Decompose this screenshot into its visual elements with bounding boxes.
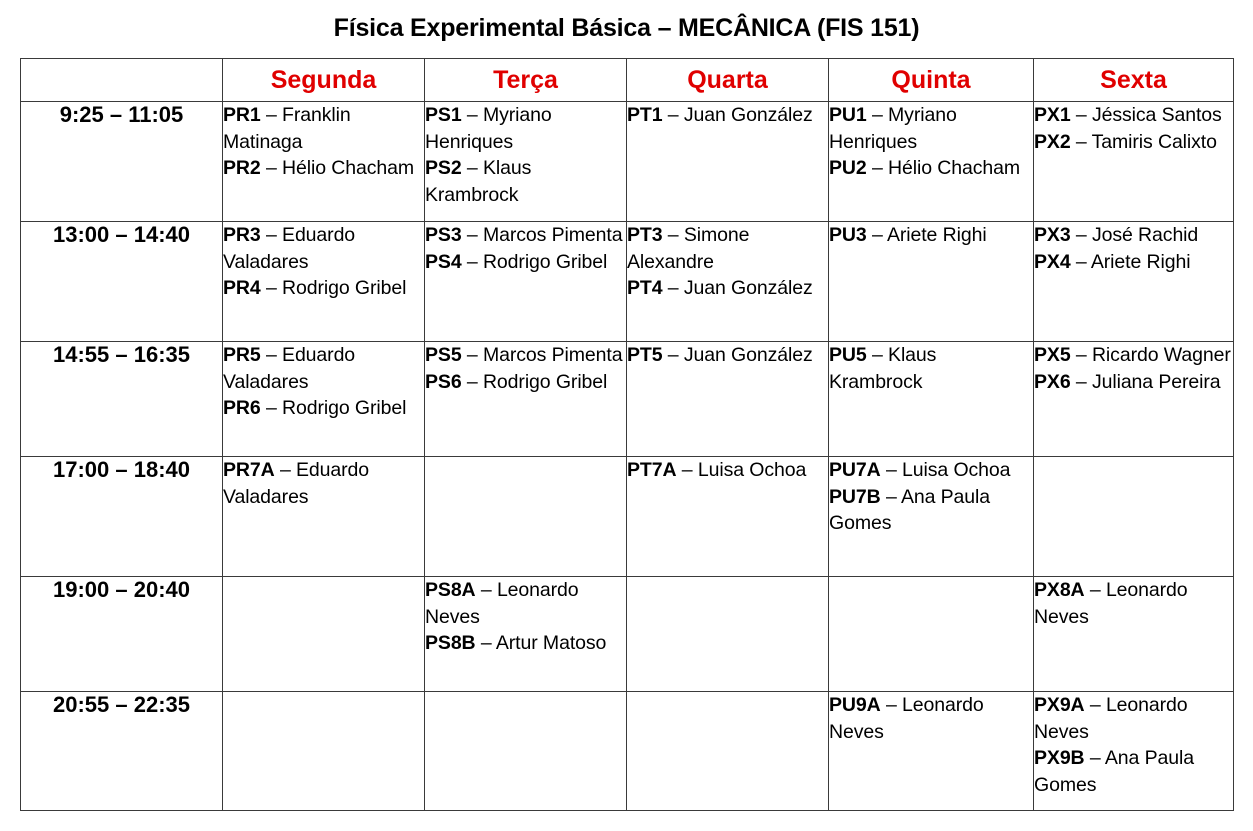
- class-cell-quinta: [829, 577, 1034, 692]
- separator: –: [461, 157, 483, 179]
- class-code: PT1: [627, 104, 663, 126]
- class-cell-quarta: [627, 457, 829, 577]
- class-code: PR3: [223, 224, 261, 246]
- class-entry: [425, 249, 626, 276]
- class-cell-sexta: [1034, 222, 1234, 342]
- class-cell-quarta: [627, 102, 829, 222]
- class-entry: [1034, 692, 1233, 745]
- class-entry: [627, 102, 828, 129]
- time-slot: 20:55 – 22:35: [21, 692, 223, 811]
- class-cell-quinta: [829, 342, 1034, 457]
- table-row: [21, 577, 1234, 692]
- class-cell-terca: [425, 577, 627, 692]
- instructor-name: Myriano Henriques: [425, 104, 552, 153]
- instructor-name: Ricardo Wagner: [1091, 344, 1231, 366]
- class-entry: [1034, 249, 1233, 276]
- class-code: PT7A: [627, 459, 677, 481]
- instructor-name: Marcos Pimenta: [482, 224, 623, 246]
- instructor-name: Tamiris Calixto: [1091, 130, 1217, 153]
- class-cell-terca: [425, 102, 627, 222]
- separator: –: [1070, 224, 1092, 246]
- instructor-name: Eduardo Valadares: [223, 344, 356, 393]
- class-cell-quarta: [627, 342, 829, 457]
- instructor-name: Ana Paula Gomes: [829, 485, 991, 534]
- separator: –: [866, 224, 887, 246]
- class-entry: [829, 484, 1033, 537]
- class-cell-quarta: [627, 222, 829, 342]
- class-entry: [223, 395, 424, 422]
- class-entry: [829, 457, 1033, 484]
- separator: –: [1084, 694, 1106, 716]
- separator: –: [662, 224, 684, 246]
- class-code: PT5: [627, 344, 663, 366]
- class-cell-segunda: [223, 692, 425, 811]
- class-entry: [627, 275, 828, 302]
- class-code: PS5: [425, 344, 462, 366]
- day-header-sexta: Sexta: [1034, 59, 1234, 102]
- class-code: PU1: [829, 104, 867, 126]
- class-code: PS8B: [425, 632, 476, 654]
- separator: –: [880, 694, 903, 716]
- separator: –: [260, 157, 283, 179]
- class-code: PU7A: [829, 459, 881, 481]
- instructor-name: Eduardo Valadares: [223, 459, 370, 508]
- class-code: PU2: [829, 157, 867, 179]
- separator: –: [260, 104, 283, 126]
- day-header-terca: Terça: [425, 59, 627, 102]
- instructor-name: Hélio Chacham: [888, 157, 1021, 179]
- class-cell-sexta: [1034, 342, 1234, 457]
- class-entry: [1034, 342, 1233, 369]
- instructor-name: Luisa Ochoa: [902, 459, 1011, 481]
- instructor-name: Rodrigo Gribel: [282, 397, 407, 419]
- class-code: PR1: [223, 104, 261, 126]
- instructor-name: Rodrigo Gribel: [482, 370, 608, 393]
- separator: –: [1070, 250, 1091, 273]
- class-entry: [627, 342, 828, 369]
- instructor-name: Marcos Pimenta: [482, 344, 623, 366]
- class-entry: [1034, 222, 1233, 249]
- class-code: PX1: [1034, 104, 1071, 126]
- separator: –: [1084, 747, 1105, 769]
- class-cell-terca: [425, 692, 627, 811]
- class-entry: [1034, 745, 1233, 798]
- class-entry: [425, 630, 626, 657]
- instructor-name: Eduardo Valadares: [223, 224, 356, 273]
- class-entry: [829, 222, 1033, 249]
- separator: –: [662, 344, 684, 366]
- separator: –: [662, 277, 684, 299]
- class-code: PX2: [1034, 130, 1071, 153]
- instructor-name: Juan González: [683, 277, 813, 299]
- time-slot: 9:25 – 11:05: [21, 102, 223, 222]
- time-slot: 14:55 – 16:35: [21, 342, 223, 457]
- instructor-name: Simone Alexandre: [627, 224, 750, 273]
- class-cell-quinta: [829, 222, 1034, 342]
- table-row: [21, 457, 1234, 577]
- class-entry: [223, 275, 424, 302]
- class-cell-quinta: [829, 692, 1034, 811]
- instructor-name: Klaus Krambrock: [425, 157, 532, 206]
- class-cell-quinta: [829, 102, 1034, 222]
- class-code: PR7A: [223, 459, 275, 481]
- class-code: PS4: [425, 250, 462, 273]
- instructor-name: Leonardo Neves: [425, 579, 579, 628]
- class-code: PS6: [425, 370, 462, 393]
- class-entry: [829, 102, 1033, 155]
- class-code: PX9A: [1034, 694, 1085, 716]
- class-entry: [425, 342, 626, 369]
- class-cell-segunda: [223, 342, 425, 457]
- class-code: PT3: [627, 224, 663, 246]
- class-entry: [425, 102, 626, 155]
- instructor-name: Ana Paula Gomes: [1034, 747, 1194, 796]
- class-entry: [627, 457, 828, 484]
- class-cell-segunda: [223, 222, 425, 342]
- separator: –: [1070, 104, 1092, 126]
- instructor-name: Ariete Righi: [886, 224, 987, 246]
- separator: –: [676, 459, 698, 481]
- table-row: [21, 102, 1234, 222]
- separator: –: [866, 344, 889, 366]
- class-entry: [223, 155, 424, 182]
- header-row: [21, 59, 1234, 102]
- class-entry: [829, 155, 1033, 182]
- class-code: PU3: [829, 224, 867, 246]
- instructor-name: Leonardo Neves: [1034, 579, 1188, 628]
- class-code: PX3: [1034, 224, 1071, 246]
- page-title: Física Experimental Básica – MECÂNICA (FIS 151): [333, 14, 920, 42]
- separator: –: [866, 104, 889, 126]
- corner-cell: [21, 59, 223, 102]
- table-row: [21, 342, 1234, 457]
- class-cell-sexta: [1034, 102, 1234, 222]
- class-code: PX8A: [1034, 579, 1085, 601]
- instructor-name: Jéssica Santos: [1091, 104, 1222, 126]
- class-entry: [425, 222, 626, 249]
- class-cell-segunda: [223, 577, 425, 692]
- instructor-name: Artur Matoso: [495, 632, 607, 654]
- class-cell-terca: [425, 342, 627, 457]
- class-entry: [1034, 102, 1233, 129]
- class-code: PU7B: [829, 485, 881, 508]
- separator: –: [461, 344, 483, 366]
- class-entry: [223, 102, 424, 155]
- table-row: [21, 692, 1234, 811]
- separator: –: [260, 224, 283, 246]
- class-cell-quinta: [829, 457, 1034, 577]
- instructor-name: Klaus Krambrock: [829, 344, 937, 393]
- separator: –: [1070, 130, 1092, 153]
- instructor-name: Leonardo Neves: [829, 694, 984, 743]
- class-entry: [1034, 129, 1233, 156]
- separator: –: [461, 250, 483, 273]
- class-entry: [223, 222, 424, 275]
- separator: –: [1070, 344, 1092, 366]
- class-code: PR6: [223, 397, 261, 419]
- time-slot: 19:00 – 20:40: [21, 577, 223, 692]
- class-code: PT4: [627, 277, 663, 299]
- class-cell-terca: [425, 457, 627, 577]
- separator: –: [461, 224, 483, 246]
- class-entry: [829, 692, 1033, 745]
- separator: –: [260, 277, 283, 299]
- class-code: PS8A: [425, 579, 476, 601]
- day-header-segunda: Segunda: [223, 59, 425, 102]
- class-cell-quarta: [627, 577, 829, 692]
- class-entry: [425, 155, 626, 208]
- class-code: PU9A: [829, 694, 881, 716]
- instructor-name: Myriano Henriques: [829, 104, 957, 153]
- separator: –: [260, 344, 283, 366]
- class-entry: [223, 342, 424, 395]
- class-cell-quarta: [627, 692, 829, 811]
- class-code: PX4: [1034, 250, 1071, 273]
- instructor-name: Hélio Chacham: [282, 157, 415, 179]
- class-entry: [829, 342, 1033, 395]
- class-code: PX6: [1034, 370, 1071, 393]
- day-header-quarta: Quarta: [627, 59, 829, 102]
- separator: –: [866, 157, 889, 179]
- instructor-name: Leonardo Neves: [1034, 694, 1188, 743]
- instructor-name: Ariete Righi: [1090, 250, 1191, 273]
- class-code: PX9B: [1034, 747, 1085, 769]
- class-code: PS2: [425, 157, 462, 179]
- class-cell-sexta: [1034, 457, 1234, 577]
- class-entry: [1034, 577, 1233, 630]
- separator: –: [880, 485, 901, 508]
- instructor-name: Juliana Pereira: [1091, 370, 1221, 393]
- day-header-quinta: Quinta: [829, 59, 1034, 102]
- instructor-name: Juan González: [683, 104, 813, 126]
- instructor-name: Rodrigo Gribel: [482, 250, 608, 273]
- class-cell-sexta: [1034, 692, 1234, 811]
- separator: –: [475, 632, 496, 654]
- class-entry: [425, 369, 626, 396]
- class-code: PU5: [829, 344, 867, 366]
- separator: –: [1084, 579, 1106, 601]
- separator: –: [1070, 370, 1092, 393]
- separator: –: [461, 104, 483, 126]
- class-entry: [425, 577, 626, 630]
- class-code: PX5: [1034, 344, 1071, 366]
- class-entry: [1034, 369, 1233, 396]
- class-code: PR4: [223, 277, 261, 299]
- table-row: [21, 222, 1234, 342]
- class-cell-segunda: [223, 457, 425, 577]
- instructor-name: Rodrigo Gribel: [282, 277, 407, 299]
- separator: –: [880, 459, 903, 481]
- class-code: PS1: [425, 104, 462, 126]
- time-slot: 13:00 – 14:40: [21, 222, 223, 342]
- time-slot: 17:00 – 18:40: [21, 457, 223, 577]
- separator: –: [274, 459, 297, 481]
- class-entry: [627, 222, 828, 275]
- instructor-name: Juan González: [683, 344, 813, 366]
- class-code: PS3: [425, 224, 462, 246]
- separator: –: [461, 370, 483, 393]
- separator: –: [475, 579, 497, 601]
- instructor-name: Luisa Ochoa: [697, 459, 807, 481]
- instructor-name: Franklin Matinaga: [223, 104, 351, 153]
- class-code: PR2: [223, 157, 261, 179]
- class-cell-terca: [425, 222, 627, 342]
- class-code: PR5: [223, 344, 261, 366]
- separator: –: [260, 397, 283, 419]
- schedule-table: [20, 58, 1234, 811]
- class-cell-segunda: [223, 102, 425, 222]
- class-cell-sexta: [1034, 577, 1234, 692]
- class-entry: [223, 457, 424, 510]
- separator: –: [662, 104, 684, 126]
- instructor-name: José Rachid: [1091, 224, 1199, 246]
